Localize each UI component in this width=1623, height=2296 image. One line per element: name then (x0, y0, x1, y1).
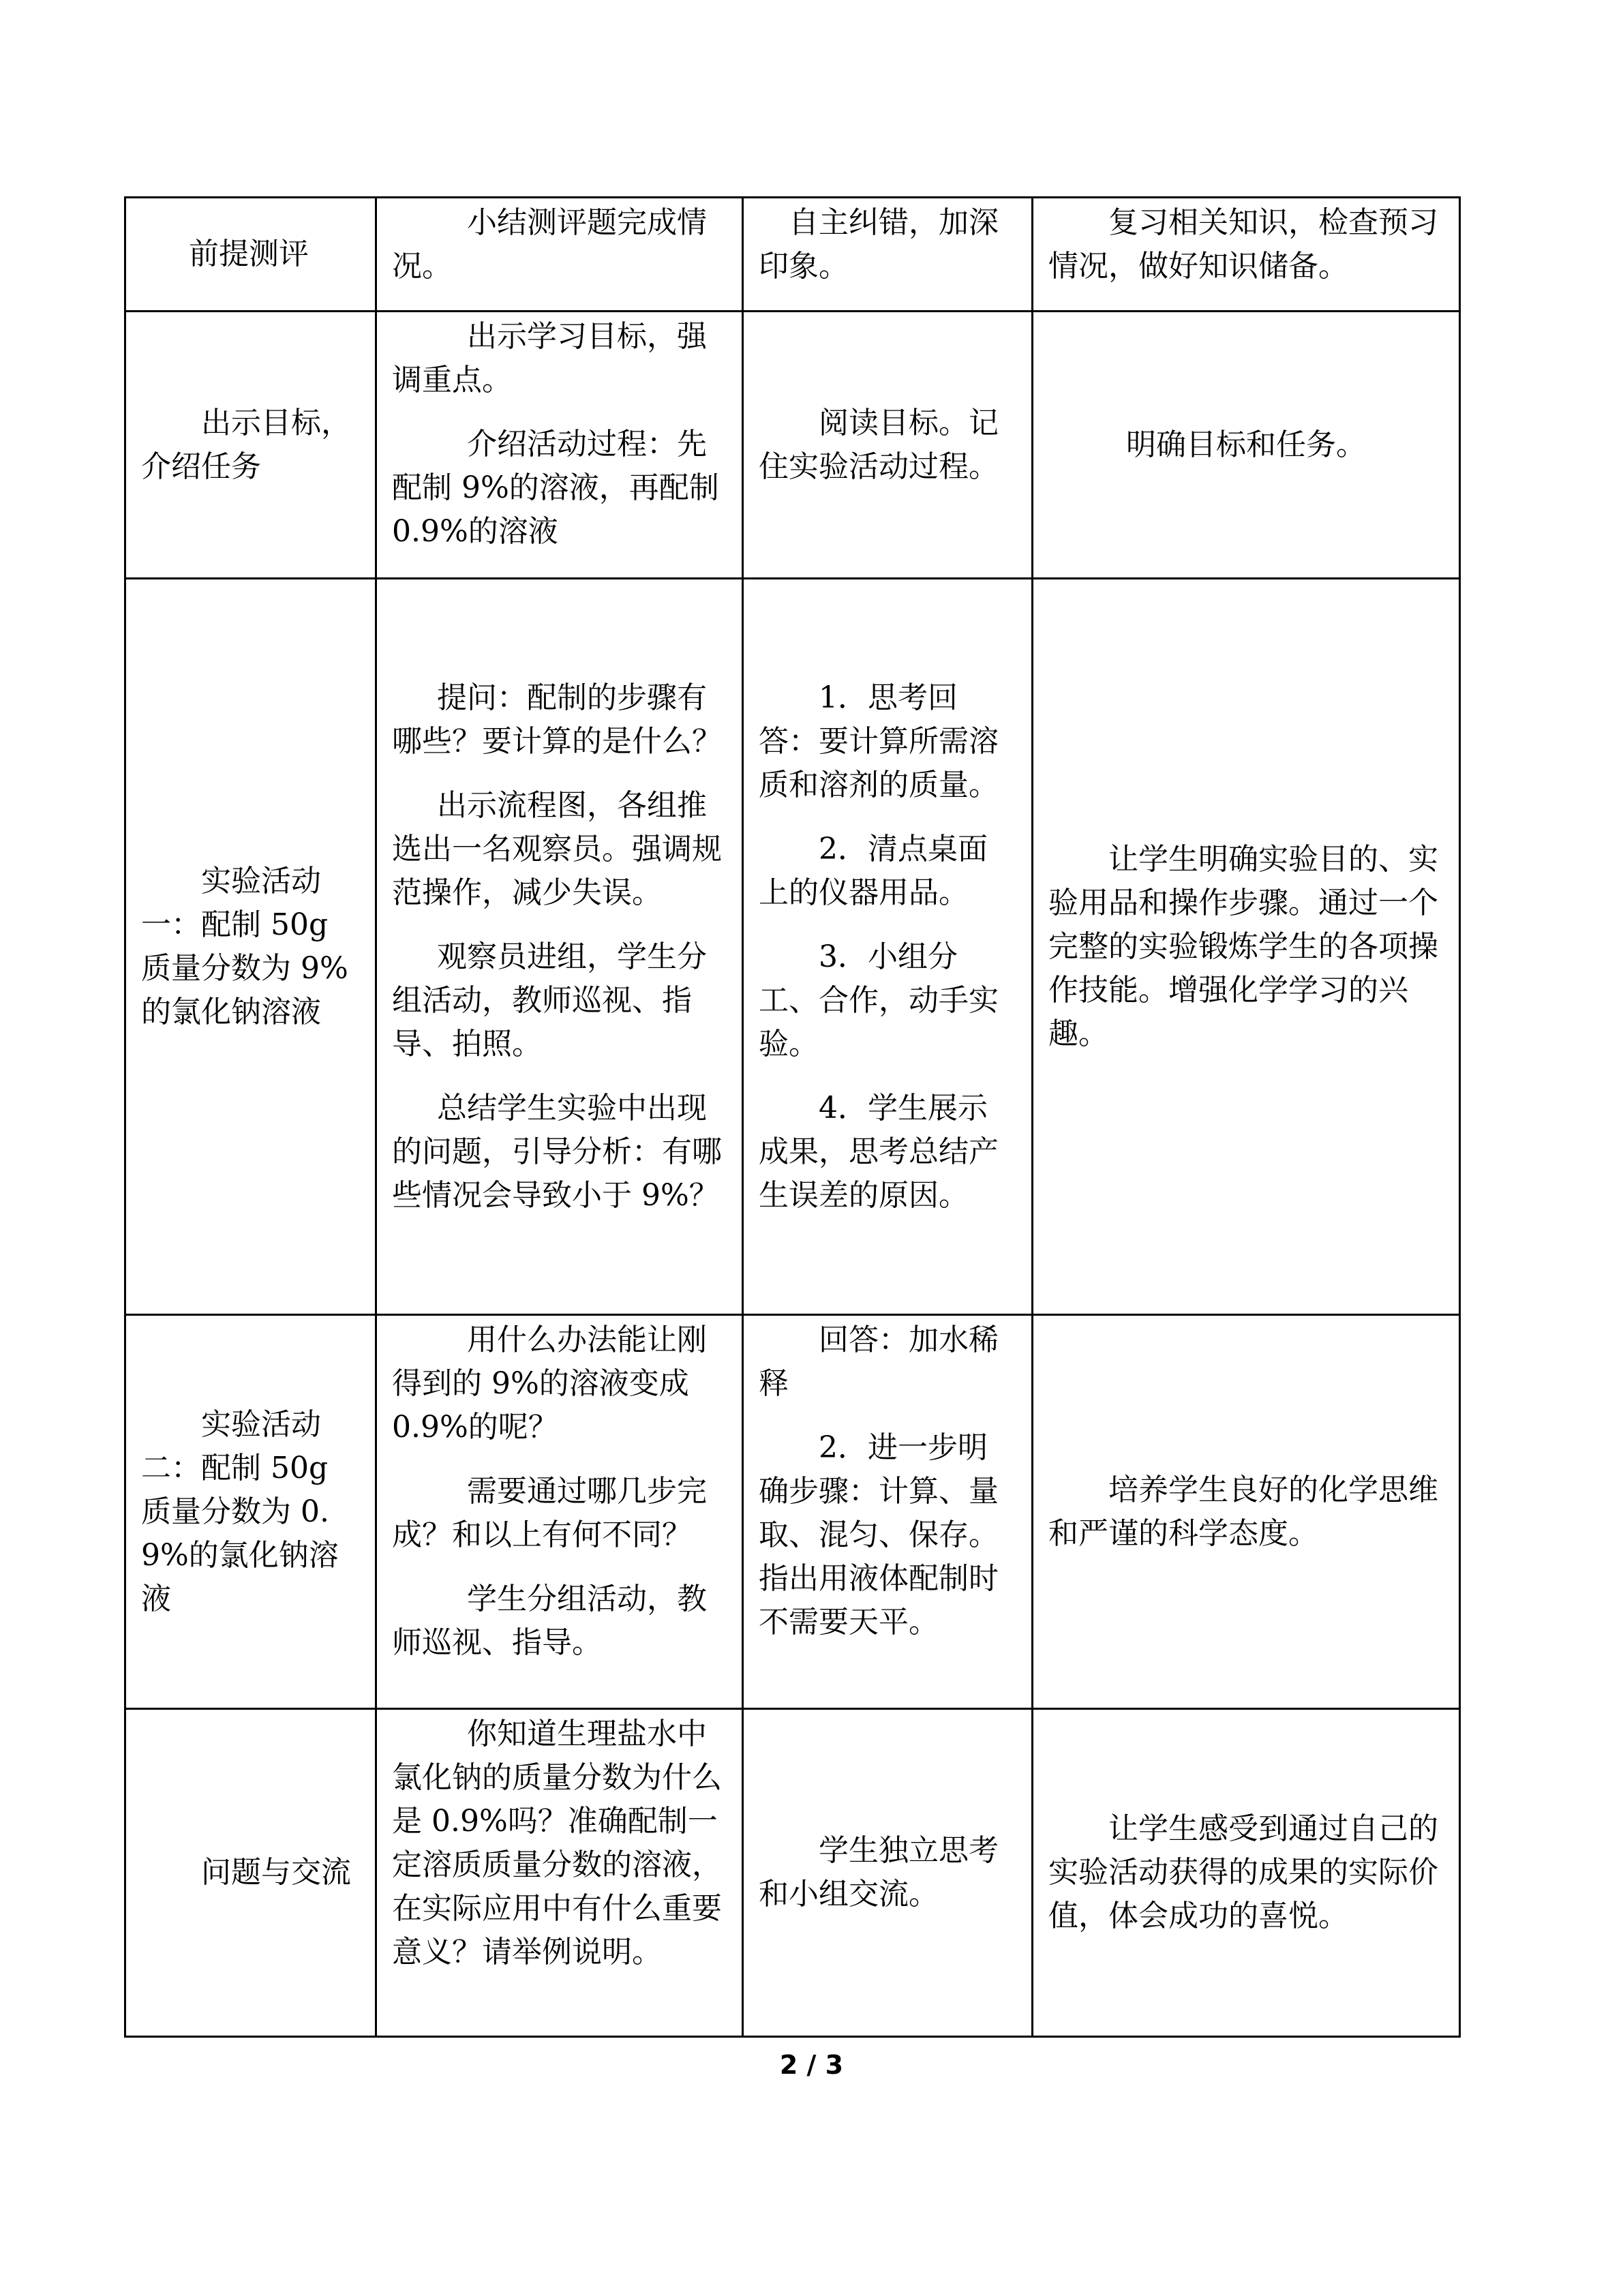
teacher-activity-cell (376, 579, 743, 1315)
student-text: 3．小组分工、合作，动手实验。 (759, 939, 999, 1061)
intent-text: 复习相关知识，检查预习情况，做好知识储备。 (1048, 205, 1438, 284)
teacher-text: 出示学习目标，强调重点。 (392, 319, 707, 397)
stage-text: 出示目标，介绍任务 (141, 405, 351, 484)
teacher-text: 出示流程图，各组推选出一名观察员。强调规范操作，减少失误。 (392, 787, 722, 910)
stage-text: 实验活动一：配制 50g 质量分数为 9%的氯化钠溶液 (141, 863, 348, 1029)
table-row (125, 312, 1460, 579)
teacher-text: 观察员进组，学生分组活动，教师巡视、指导、拍照。 (392, 939, 707, 1061)
table-row (125, 1709, 1460, 2037)
student-activity-cell (743, 198, 1033, 312)
stage-text: 实验活动二：配制 50g 质量分数为 0.9%的氯化钠溶液 (141, 1406, 339, 1616)
teacher-text: 总结学生实验中出现的问题，引导分析：有哪些情况会导致小于 9%？ (392, 1090, 722, 1213)
student-text: 阅读目标。记住实验活动过程。 (759, 405, 999, 484)
table-row (125, 579, 1460, 1315)
stage-cell (125, 1315, 376, 1709)
teacher-text: 提问：配制的步骤有哪些？要计算的是什么？ (392, 680, 722, 759)
teacher-activity-cell (376, 1709, 743, 2037)
design-intent-cell (1033, 1315, 1460, 1709)
design-intent-cell (1033, 1709, 1460, 2037)
student-activity-cell (743, 1709, 1033, 2037)
table-row (125, 1315, 1460, 1709)
teacher-text: 小结测评题完成情况。 (392, 205, 707, 284)
teacher-text: 介绍活动过程：先配制 9%的溶液，再配制 0.9%的溶液 (392, 427, 719, 549)
table-row (125, 198, 1460, 312)
student-text: 回答：加水稀释 (759, 1323, 999, 1401)
teacher-activity-cell (376, 1315, 743, 1709)
design-intent-cell (1033, 312, 1460, 579)
lesson-plan-table (124, 196, 1461, 2038)
student-text: 2．清点桌面上的仪器用品。 (759, 831, 988, 910)
teacher-text: 需要通过哪几步完成？和以上有何不同？ (392, 1474, 707, 1552)
teacher-activity-cell (376, 198, 743, 312)
teacher-text: 用什么办法能让刚得到的 9%的溶液变成 0.9%的呢？ (392, 1323, 707, 1445)
student-text: 2．进一步明确步骤：计算、量取、混匀、保存。指出用液体配制时不需要天平。 (759, 1430, 999, 1640)
teacher-text: 学生分组活动，教师巡视、指导。 (392, 1582, 707, 1660)
student-text: 1．思考回答：要计算所需溶质和溶剂的质量。 (759, 680, 999, 802)
intent-text: 明确目标和任务。 (1126, 427, 1366, 462)
design-intent-cell (1033, 579, 1460, 1315)
stage-text: 前提测评 (189, 237, 309, 271)
stage-text: 问题与交流 (201, 1855, 351, 1890)
intent-text: 培养学生良好的化学思维和严谨的科学态度。 (1048, 1472, 1438, 1551)
intent-text: 让学生明确实验目的、实验用品和操作步骤。通过一个完整的实验锻炼学生的各项操作技能。增强化学学习的兴趣。 (1048, 841, 1438, 1051)
intent-text: 让学生感受到通过自己的实验活动获得的成果的实际价值，体会成功的喜悦。 (1048, 1811, 1438, 1933)
stage-cell (125, 312, 376, 579)
teacher-activity-cell (376, 312, 743, 579)
stage-cell (125, 198, 376, 312)
stage-cell (125, 579, 376, 1315)
student-activity-cell (743, 579, 1033, 1315)
page-number: 2 / 3 (779, 2050, 844, 2080)
teacher-text: 你知道生理盐水中氯化钠的质量分数为什么是 0.9%吗？准确配制一定溶质质量分数的溶液，在实际应用中有什么重要意义？请举例说明。 (392, 1717, 722, 1969)
stage-cell (125, 1709, 376, 2037)
student-text: 自主纠错，加深印象。 (759, 205, 999, 284)
design-intent-cell (1033, 198, 1460, 312)
student-activity-cell (743, 312, 1033, 579)
student-activity-cell (743, 1315, 1033, 1709)
student-text: 4．学生展示成果，思考总结产生误差的原因。 (759, 1090, 999, 1213)
student-text: 学生独立思考和小组交流。 (759, 1833, 999, 1912)
